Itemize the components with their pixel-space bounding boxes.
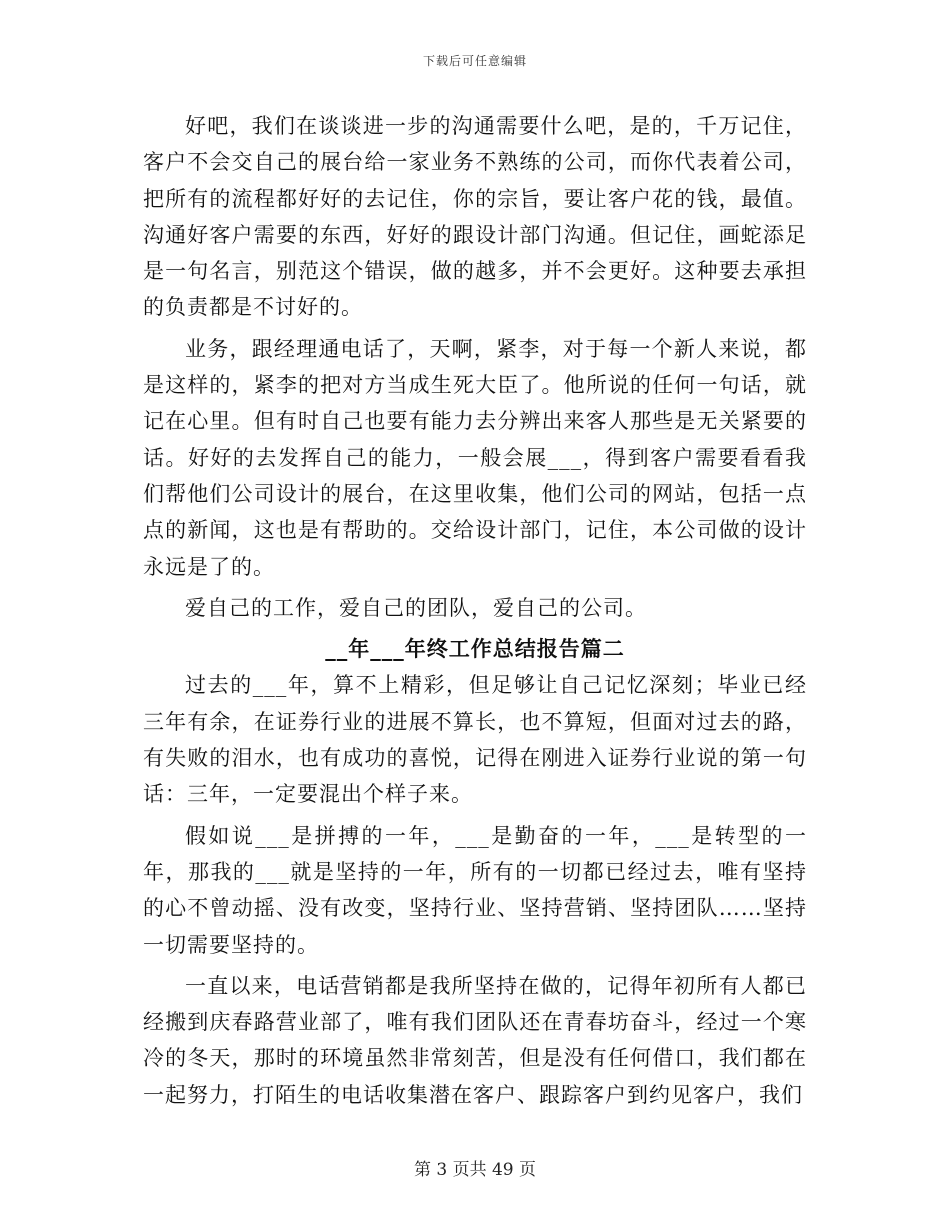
paragraph: 好吧，我们在谈谈进一步的沟通需要什么吧，是的，千万记住，客户不会交自己的展台给一家业务不熟练的公司，而你代表着公司，把所有的流程都好好的去记住，你的宗旨，要让客户花的钱，最值。沟通好客户需要的东西，好好的跟设计部门沟通。但记住，画蛇添足是一句名言，别范这个错误，做的越多，并不会更好。这种要去承担的负责都是不讨好的。 xyxy=(143,114,807,320)
paragraph: 一直以来，电话营销都是我所坚持在做的，记得年初所有人都已经搬到庆春路营业部了，唯有我们团队还在青春坊奋斗，经过一个寒冷的冬天，那时的环境虽然非常刻苦，但是没有任何借口，我们都在一起努力，打陌生的电话收集潜在客户、跟踪客户到约见客户，我们 xyxy=(143,973,807,1107)
document-body xyxy=(143,108,807,1118)
paragraph: 爱自己的工作，爱自己的团队，爱自己的公司。 xyxy=(185,595,647,620)
paragraph: 过去的___年，算不上精彩，但足够让自己记忆深刻；毕业已经三年有余，在证券行业的进展不算长，也不算短，但面对过去的路，有失败的泪水，也有成功的喜悦，记得在刚进入证券行业说的第一句话：三年，一定要混出个样子来。 xyxy=(143,673,807,807)
page-number: 第 3 页共 49 页 xyxy=(413,1160,537,1180)
paragraph: 假如说___是拼搏的一年，___是勤奋的一年，___是转型的一年，那我的___就是坚持的一年，所有的一切都已经过去，唯有坚持的心不曾动摇、没有改变，坚持行业、坚持营销、坚持团队……坚持一切需要坚持的。 xyxy=(143,823,807,957)
paragraph: 业务，跟经理通电话了，天啊，紧李，对于每一个新人来说，都是这样的，紧李的把对方当成生死大臣了。他所说的任何一句话，就记在心里。但有时自己也要有能力去分辨出来客人那些是无关紧要的话。好好的去发挥自己的能力，一般会展___，得到客户需要看看我们帮他们公司设计的展台，在这里收集，他们公司的网站，包括一点点的新闻，这也是有帮助的。交给设计部门，记住，本公司做的设计永远是了的。 xyxy=(143,336,807,579)
section-title: __年___年终工作总结报告篇二 xyxy=(325,636,625,662)
page-header: 下载后可任意编辑 xyxy=(422,54,527,68)
